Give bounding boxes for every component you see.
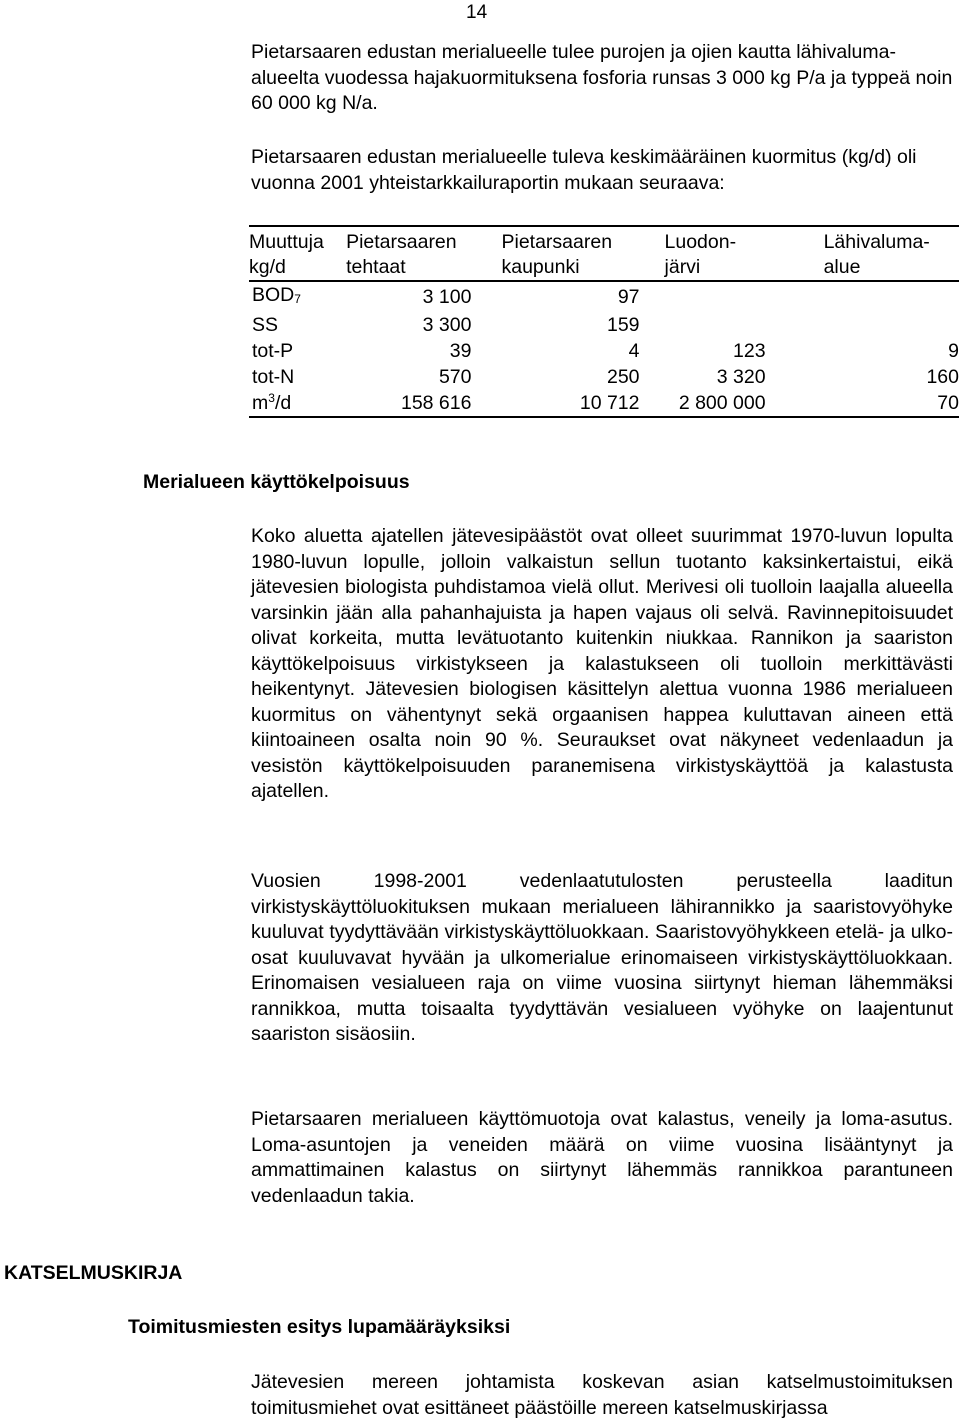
table-cell: 158 616 [400, 392, 472, 414]
table-row [249, 281, 959, 312]
row-label: tot-P [252, 340, 294, 362]
body-paragraph-1: Koko aluetta ajatellen jätevesipäästöt ovat olleet suurimmat 1970-luvun lopulta 1980-luvun lopulle, jolloin valkaistun sellun tuotanto kaksinkertaistui, eikä jätevesien biologista puhdistamoa vielä ollut. Merivesi oli tuolloin laajalla alueella varsinkin jään alla pahanhajuista ja hapen vajaus oli selvä. Ravinnepitoisuudet olivat korkeita, mutta levätuotanto kuitenkin niukkaa. Rannikon ja saariston käyttökelpoisuus virkistykseen ja kalastukseen oli tuolloin merkittävästi heikentynyt. Jätevesien biologisen käsittelyn alettua vuonna 1986 merialueen kuormitus on vähentynyt sekä orgaanisen happea kuluttavan aineen että kiintoaineen osalta noin 90 %. Seuraukset ovat näkyneet vedenlaadun ja vesistön käyttökelpoisuuden paranemisena virkistyskäyttöä ja kalastusta ajatellen. [251, 525, 953, 802]
body-paragraph-3: Pietarsaaren merialueen käyttömuotoja ovat kalastus, veneily ja loma-asutus. Loma-asuntojen ja veneiden määrä on viime vuosina lisääntynyt ja ammattimainen kalastus on siirtynyt lähemmäs rannikkoa parantuneen vedenlaadun takia. [251, 1108, 953, 1207]
table-cell: 4 [628, 340, 640, 362]
body-paragraph-4: Jätevesien mereen johtamista koskevan asian katselmustoimituksen toimitusmiehet ovat esittäneet päästöille mereen katselmuskirjassa [251, 1371, 953, 1419]
table-cell [766, 312, 959, 338]
section-heading: Merialueen käyttökelpoisuus [143, 471, 410, 493]
table-cell: 123 [733, 340, 766, 362]
table-cell: 570 [438, 366, 472, 388]
header-variable: Muuttuja kg/d [249, 231, 324, 278]
katselmuskirja-heading: KATSELMUSKIRJA [4, 1262, 183, 1284]
table-row [249, 390, 959, 417]
body-paragraph-2: Vuosien 1998-2001 vedenlaatutulosten perusteella laaditun virkistyskäyttöluokituksen mukaan merialueen lähirannikko ja saaristovyöhyke kuuluvat tyydyttävään virkistyskäyttöluokkaan. Saaristovyöhykkeen etelä- ja ulko-osat kuuluvavat hyvään ja ulkomerialue erinomaiseen virkistyskäyttöluokkaan. Erinomaisen vesialueen raja on viime vuosina siirtynyt hieman lähemmäksi rannikkoa, mutta toisaalta tyydyttävän vesialueen vyöhyke on laajentunut saariston sisäosiin. [251, 870, 953, 1045]
table-cell: 97 [617, 286, 640, 308]
table-row [249, 312, 959, 338]
toimitusmiesten-heading: Toimitusmiesten esitys lupamääräyksiksi [128, 1316, 511, 1338]
intro-paragraph-1: Pietarsaaren edustan merialueelle tulee purojen ja ojien kautta lähivaluma-alueelta vuodessa hajakuormituksena fosforia runsas 3 000 kg P/a ja typpeä noin 60 000 kg N/a. [251, 41, 953, 114]
row-label: $m^3/d$ [252, 391, 292, 414]
row-label: tot-N [252, 366, 295, 388]
table-cell: 160 [926, 366, 959, 388]
table-cell: 3 320 [716, 366, 766, 388]
row-label: $BOD_7$ [252, 284, 301, 306]
table-row [249, 338, 959, 364]
table-cell: 159 [606, 314, 640, 336]
table-cell [766, 281, 959, 312]
table-cell: 3 100 [422, 286, 472, 308]
table-cell: 70 [937, 392, 959, 414]
table-cell: 3 300 [422, 314, 472, 336]
table-row [249, 364, 959, 390]
table-cell: 39 [449, 340, 472, 362]
table-cell: 10 712 [579, 392, 640, 414]
header-catchment: Lähivaluma- alue [823, 231, 930, 278]
header-luodonjarvi: Luodon- järvi [664, 231, 737, 278]
page-number: 14 [466, 2, 488, 23]
table-cell [640, 312, 766, 338]
load-table [249, 225, 959, 418]
table-cell: 9 [948, 340, 959, 362]
header-factories: Pietarsaaren tehtaat [346, 231, 457, 278]
table-cell [640, 281, 766, 312]
intro-paragraph-2: Pietarsaaren edustan merialueelle tuleva keskimääräinen kuormitus (kg/d) oli vuonna 2001 yhteistarkkailuraportin mukaan seuraava: [251, 146, 917, 194]
header-city: Pietarsaaren kaupunki [501, 231, 613, 278]
table-cell: 250 [606, 366, 640, 388]
row-label: SS [252, 314, 279, 336]
table-cell: 2 800 000 [678, 392, 766, 414]
